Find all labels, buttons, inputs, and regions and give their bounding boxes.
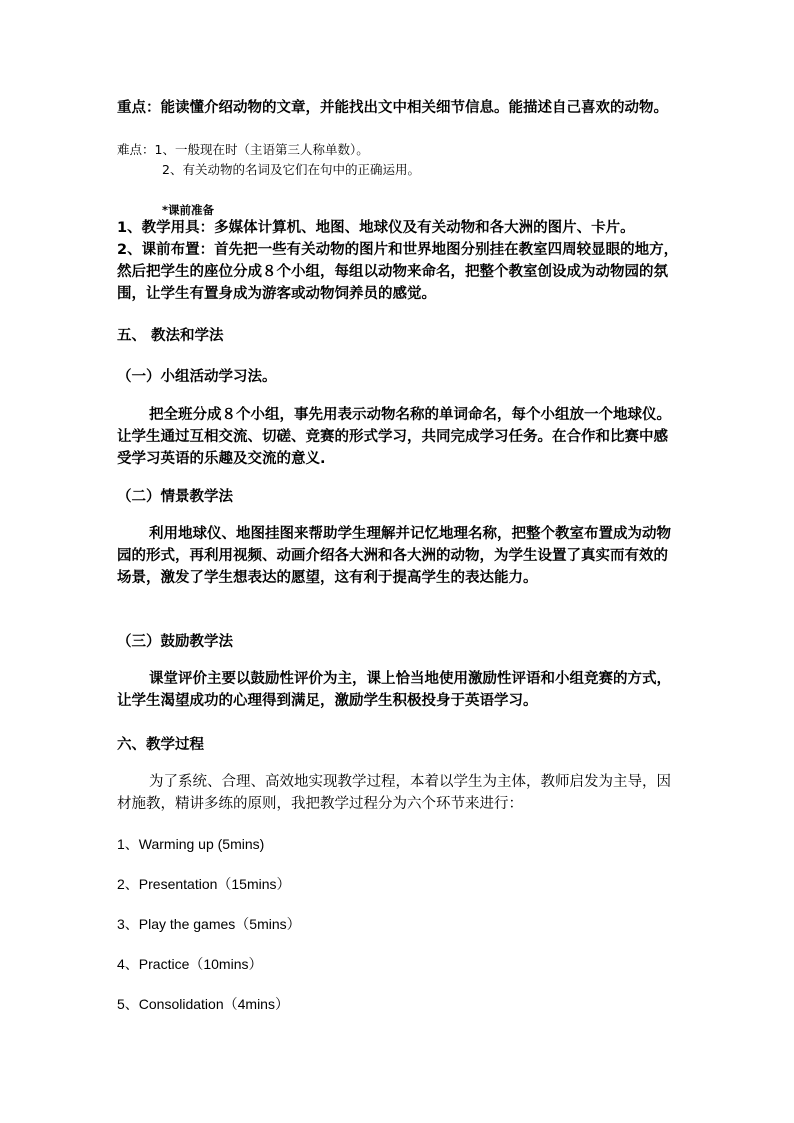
preparation-item-2: 2、课前布置：首先把一些有关动物的图片和世界地图分别挂在教室四周较显眼的地方，然后把学生的座位分成８个小组，每组以动物来命名，把整个教室创设成为动物园的氛围，让学生有置身成为游客或动物饲养员的感觉。 xyxy=(117,242,679,302)
section-5-heading: 五、 教法和学法 xyxy=(117,328,224,344)
step-item-5: 5、Consolidation（4mins） xyxy=(117,996,289,1012)
teaching-focus: 重点：能读懂介绍动物的文章，并能找出文中相关细节信息。能描述自己喜欢的动物。 xyxy=(117,100,668,116)
section-5-sub-2-body: 利用地球仪、地图挂图来帮助学生理解并记忆地理名称，把整个教室布置成为动物园的形式，再利用视频、动画介绍各大洲和各大洲的动物，为学生设置了真实而有效的场景，激发了学生想表达的愿望，这有利于提高学生的表达能力。 xyxy=(117,526,671,586)
teaching-difficulty-line-2: 2、有关动物的名词及它们在句中的正确运用。 xyxy=(162,162,420,177)
preparation-item-1: 1、教学用具：多媒体计算机、地图、地球仪及有关动物和各大洲的图片、卡片。 xyxy=(117,220,635,236)
section-5-sub-2-title: （二）情景教学法 xyxy=(117,489,233,505)
section-5-sub-1-body: 把全班分成８个小组，事先用表示动物名称的单词命名，每个小组放一个地球仪。让学生通过互相交流、切磋、竞赛的形式学习，共同完成学习任务。在合作和比赛中感受学习英语的乐趣及交流的意义. xyxy=(117,407,671,467)
section-6-heading: 六、教学过程 xyxy=(117,737,204,753)
section-6-intro: 为了系统、合理、高效地实现教学过程，本着以学生为主体，教师启发为主导，因材施教，精讲多练的原则，我把教学过程分为六个环节来进行： xyxy=(117,774,671,812)
teaching-difficulty-line-1: 难点：1、一般现在时（主语第三人称单数）。 xyxy=(117,142,369,157)
step-item-3: 3、Play the games（5mins） xyxy=(117,916,301,932)
section-5-sub-3-body: 课堂评价主要以鼓励性评价为主，课上恰当地使用激励性评语和小组竞赛的方式，让学生渴望成功的心理得到满足，激励学生积极投身于英语学习。 xyxy=(117,671,671,709)
section-5-sub-3-title: （三）鼓励教学法 xyxy=(117,634,233,650)
step-item-4: 4、Practice（10mins） xyxy=(117,956,263,972)
step-item-1: 1、Warming up (5mins) xyxy=(117,836,265,852)
step-item-2: 2、Presentation（15mins） xyxy=(117,876,291,892)
section-5-sub-1-title: （一）小组活动学习法。 xyxy=(117,369,277,385)
preparation-title: *课前准备 xyxy=(162,203,215,217)
